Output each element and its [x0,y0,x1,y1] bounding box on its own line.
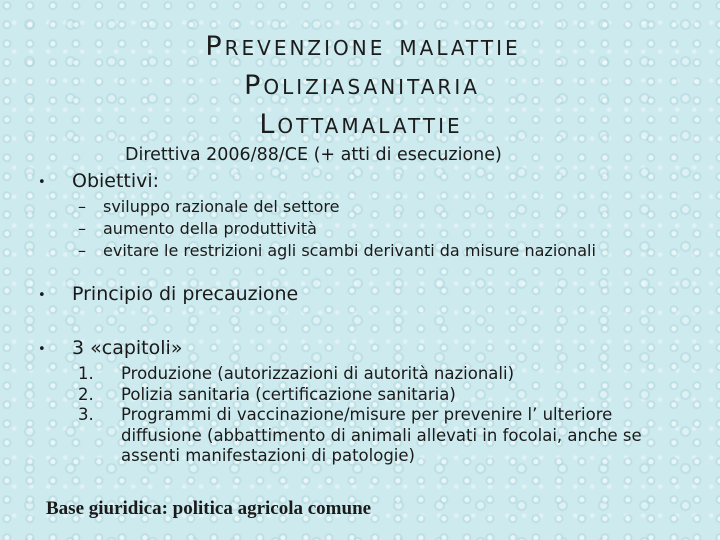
title-line-3-initial: L [259,109,278,140]
directive-heading: Direttiva 2006/88/CE (+ atti di esecuzione) [125,145,502,165]
title-line-2-word-2: SANITARIA [347,75,480,99]
list-number: 3. [78,405,94,424]
title-line-1 [0,28,720,67]
title-line-2 [0,67,720,106]
bullet-text: Principio di precauzione [72,283,299,305]
list-item [78,196,596,218]
title-line-1-initial: P [205,31,225,62]
bullet-text: Obiettivi: [72,170,160,192]
chapters-list [78,364,698,467]
title-line-3 [0,106,720,145]
legal-basis-footer: Base giuridica: politica agricola comune [46,498,372,519]
list-item-text: Polizia sanitaria (certificazione sanitaria) [121,384,456,404]
title-line-3-word-2: MALATTIE [341,114,463,138]
list-item [78,405,698,467]
bullet-marker: • [38,342,46,357]
list-item-text: sviluppo razionale del settore [103,197,340,216]
dash-marker: – [78,197,86,216]
list-item-text: Programmi di vaccinazione/misure per prevenire l’ ulteriore diffusione (abbattimento di animali allevati in focolai, anche se assenti manifestazioni di patologie) [121,405,642,465]
title-line-2-word-1: OLIZIA [263,75,348,99]
title-line-2-initial: P [244,70,264,101]
dash-marker: – [78,219,86,238]
objectives-list [78,196,596,262]
list-item [78,385,698,406]
list-item-text: evitare le restrizioni agli scambi derivanti da misure nazionali [103,241,596,260]
dash-marker: – [78,241,86,260]
list-item [78,218,596,240]
list-item-text: aumento della produttività [103,219,317,238]
list-number: 2. [78,384,94,404]
bullet-text: 3 «capitoli» [72,337,183,359]
bullet-marker: • [38,288,46,303]
bullet-chapters [38,337,182,359]
list-item [78,240,596,262]
list-item-text: Produzione (autorizzazioni di autorità nazionali) [121,364,515,383]
title-line-1-word-1: REVENZIONE [224,36,386,60]
bullet-marker: • [38,175,46,190]
list-item [78,364,698,385]
title-line-3-word-1: OTTA [277,114,342,138]
title-line-1-word-2: MALATTIE [399,36,521,60]
bullet-precaution [38,283,298,305]
slide-title [0,28,720,145]
list-number: 1. [78,364,94,383]
bullet-objectives [38,170,159,192]
